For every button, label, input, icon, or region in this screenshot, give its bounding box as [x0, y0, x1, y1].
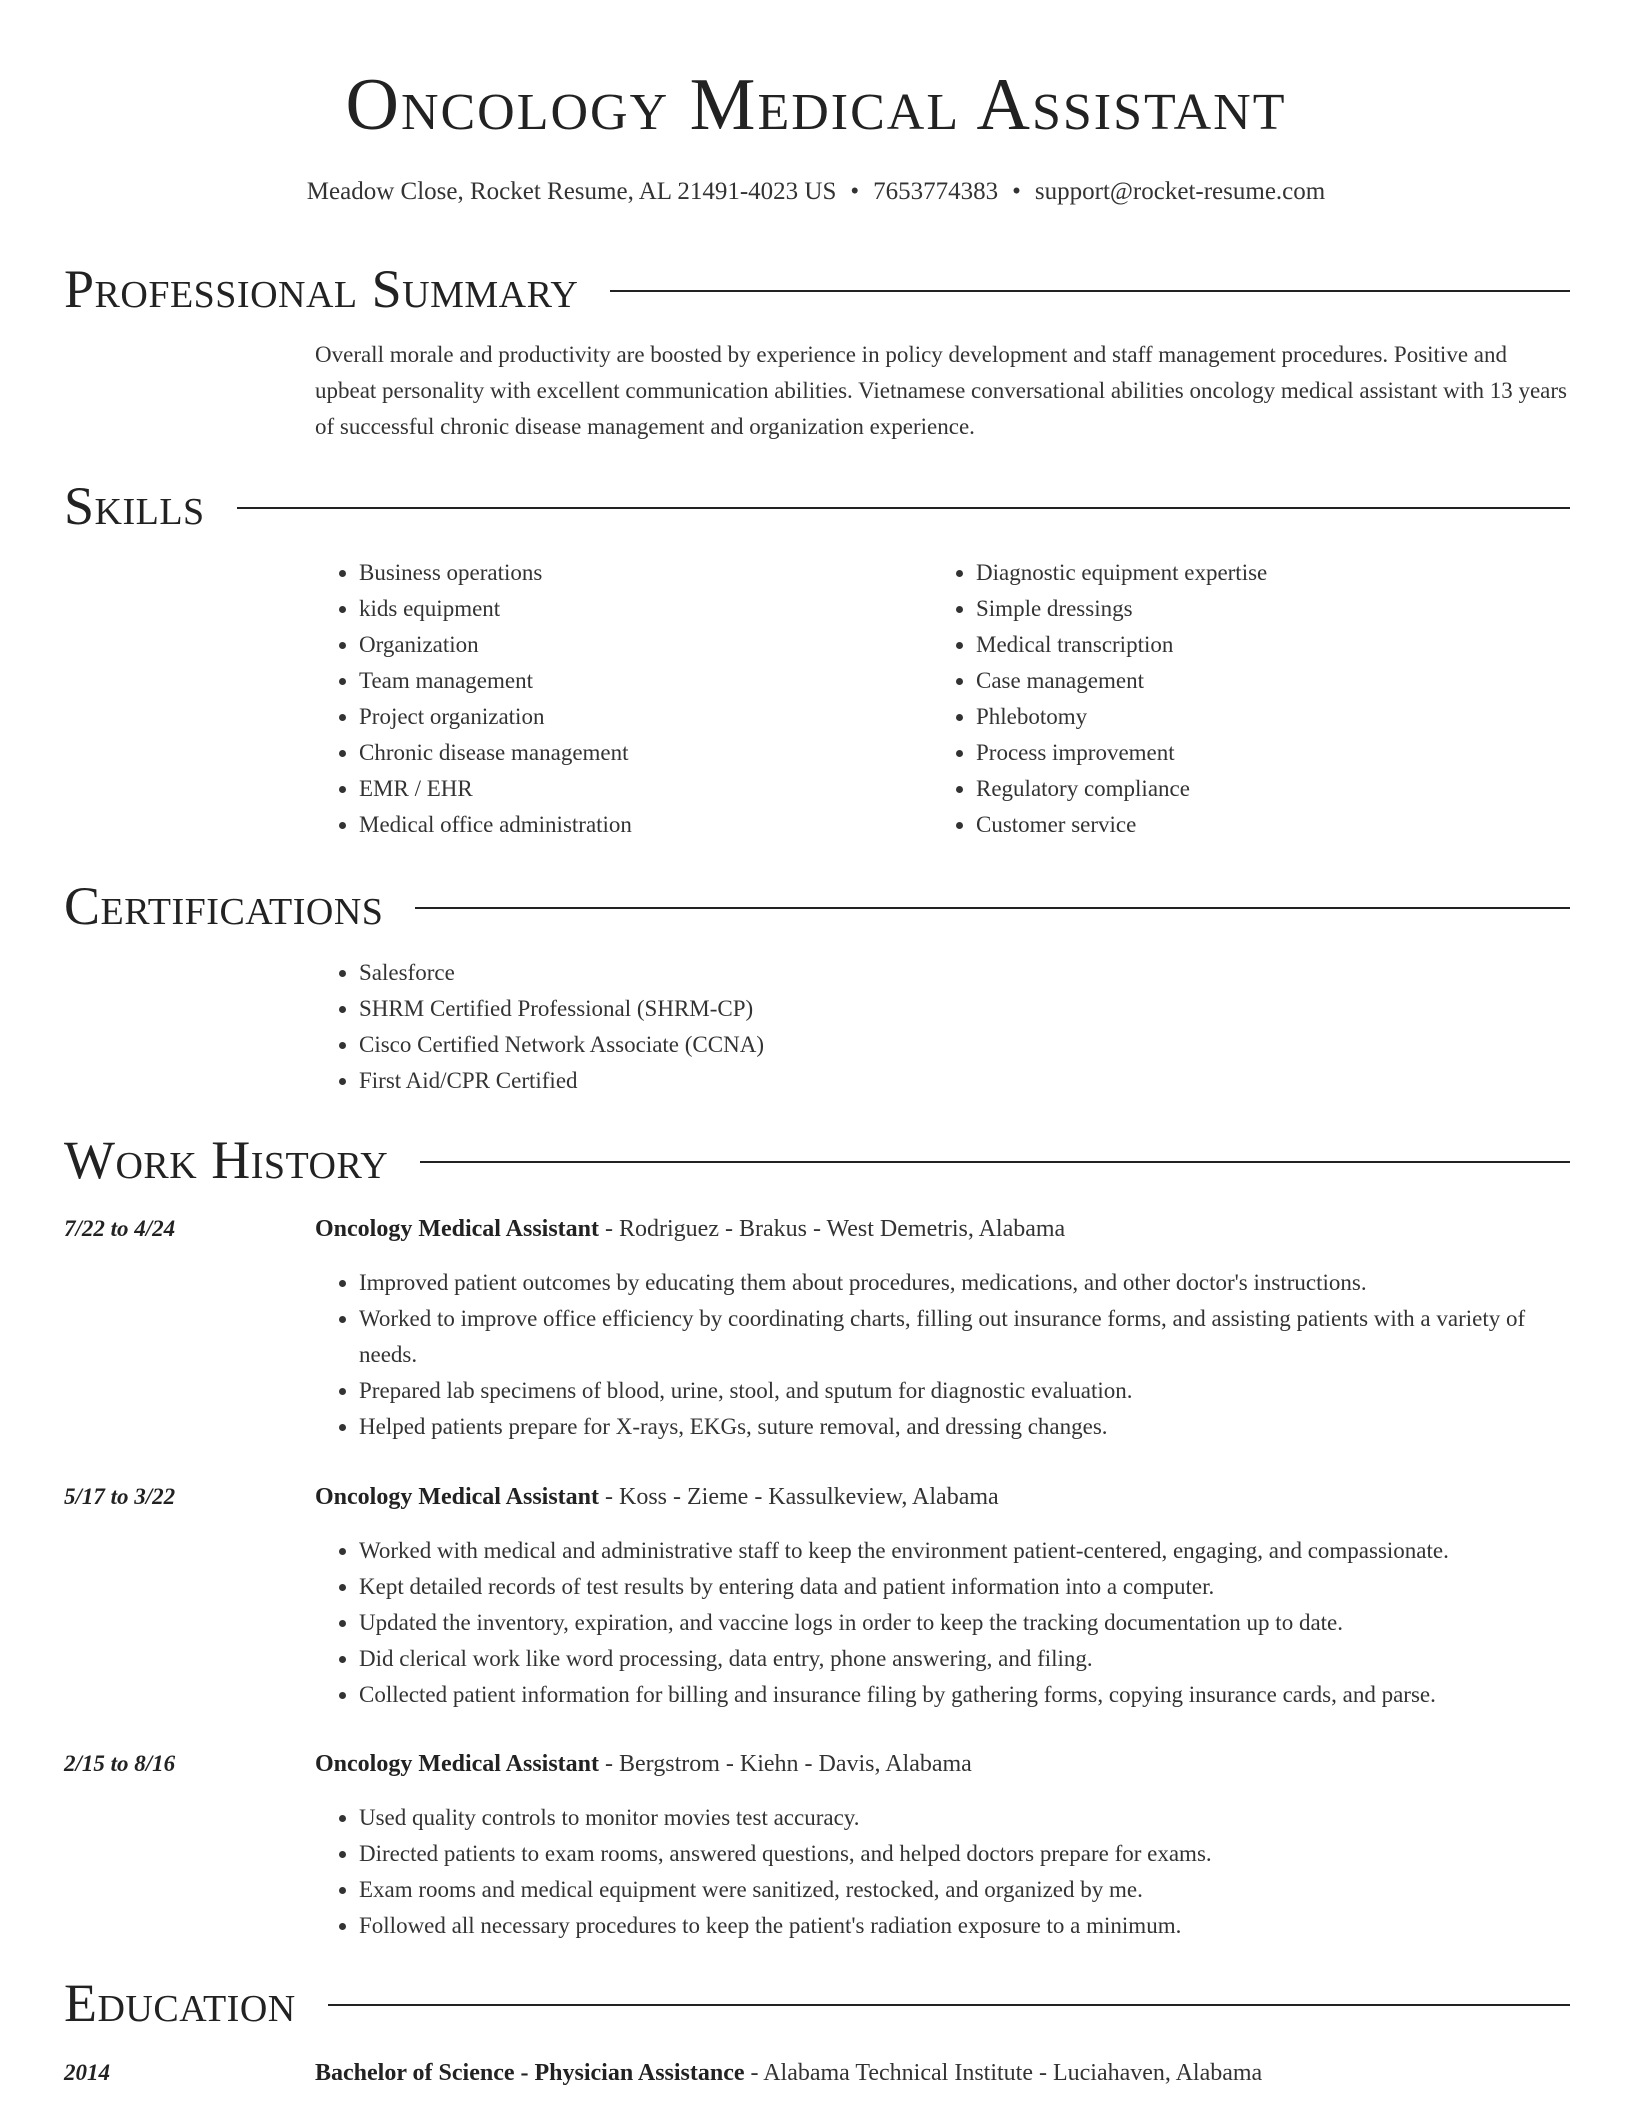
job-bullet: • Worked to improve office efficiency by coordinating charts, filling out insurance forms, and assisting patients with a variety of needs. — [359, 1301, 1570, 1373]
section-divider — [328, 2004, 1570, 2006]
education-year: 2014 — [64, 2060, 110, 2085]
education-section-header — [64, 1972, 1570, 2034]
email: support@rocket-resume.com — [1034, 178, 1326, 205]
certifications-list — [315, 955, 1315, 1099]
job-bullet: • Updated the inventory, expiration, and vaccine logs in order to keep the tracking documentation up to date. — [359, 1605, 1570, 1641]
skill-item: • Team management — [359, 663, 915, 699]
education-school: - Alabama Technical Institute - Luciahaven, Alabama — [744, 2060, 1263, 2086]
certification-item: • Cisco Certified Network Associate (CCNA) — [359, 1027, 1315, 1063]
summary-text: Overall morale and productivity are boosted by experience in policy development and staff management procedures. Positive and upbeat personality with excellent communication abilities. Vietnamese conversational abilities oncology medical assistant with 13 years of successful chronic disease management and organization experience. — [315, 342, 1567, 439]
section-divider — [237, 507, 1570, 509]
job-bullets — [315, 1533, 1570, 1713]
skill-item: • Business operations — [359, 555, 915, 591]
job-employer: - Bergstrom - Kiehn - Davis, Alabama — [599, 1751, 972, 1777]
job-employer: - Koss - Zieme - Kassulkeview, Alabama — [599, 1484, 999, 1510]
skill-item: • kids equipment — [359, 591, 915, 627]
separator-dot: • — [1012, 178, 1021, 205]
job-bullet: • Did clerical work like word processing, data entry, phone answering, and filing. — [359, 1641, 1570, 1677]
address: Meadow Close, Rocket Resume, AL 21491-4023 US — [306, 178, 837, 205]
skill-item: • Organization — [359, 627, 915, 663]
job-bullet: • Followed all necessary procedures to keep the patient's radiation exposure to a minimum. — [359, 1908, 1570, 1944]
job-bullet: • Kept detailed records of test results by entering data and patient information into a computer. — [359, 1569, 1570, 1605]
job-bullet: • Improved patient outcomes by educating them about procedures, medications, and other doctor's instructions. — [359, 1265, 1570, 1301]
skill-item: • Customer service — [976, 807, 1552, 843]
education-heading — [315, 2055, 1262, 2091]
job-heading — [315, 1746, 972, 1782]
certifications-section-header — [64, 875, 1570, 937]
job-dates: 7/22 to 4/24 — [64, 1216, 176, 1241]
skill-item: • EMR / EHR — [359, 771, 915, 807]
job-title: Oncology Medical Assistant — [315, 1484, 600, 1510]
phone: 7653774383 — [873, 178, 999, 205]
section-divider — [415, 907, 1570, 909]
skills-column-right — [932, 555, 1552, 843]
job-bullet: • Prepared lab specimens of blood, urine, stool, and sputum for diagnostic evaluation. — [359, 1373, 1570, 1409]
candidate-name: Oncology Medical Assistant — [345, 64, 1287, 146]
job-bullet: • Helped patients prepare for X-rays, EKGs, suture removal, and dressing changes. — [359, 1409, 1570, 1445]
work-history-section-header — [64, 1129, 1570, 1191]
job-dates: 2/15 to 8/16 — [64, 1751, 176, 1776]
skills-section-header — [64, 475, 1570, 537]
skill-item: • Chronic disease management — [359, 735, 915, 771]
job-bullets — [315, 1265, 1570, 1445]
education-degree: Bachelor of Science - Physician Assistance — [315, 2060, 745, 2086]
skill-item: • Regulatory compliance — [976, 771, 1552, 807]
job-bullets — [315, 1800, 1570, 1944]
skill-item: • Case management — [976, 663, 1552, 699]
summary-section-header — [64, 258, 1570, 320]
job-title: Oncology Medical Assistant — [315, 1216, 600, 1242]
skill-item: • Project organization — [359, 699, 915, 735]
skill-item: • Simple dressings — [976, 591, 1552, 627]
job-heading — [315, 1479, 999, 1515]
section-title: Education — [64, 1973, 296, 2033]
job-bullet: • Exam rooms and medical equipment were sanitized, restocked, and organized by me. — [359, 1872, 1570, 1908]
contact-line — [0, 175, 1632, 209]
section-title: Work History — [64, 1130, 389, 1190]
job-bullet: • Collected patient information for billing and insurance filing by gathering forms, copying insurance cards, and parse. — [359, 1677, 1570, 1713]
skill-item: • Process improvement — [976, 735, 1552, 771]
job-title: Oncology Medical Assistant — [315, 1751, 600, 1777]
section-divider — [610, 290, 1570, 292]
skills-column-left — [315, 555, 915, 843]
skill-item: • Medical office administration — [359, 807, 915, 843]
job-heading — [315, 1211, 1065, 1247]
certification-item: • SHRM Certified Professional (SHRM-CP) — [359, 991, 1315, 1027]
section-title: Skills — [64, 476, 205, 536]
separator-dot: • — [850, 178, 860, 205]
job-dates: 5/17 to 3/22 — [64, 1484, 176, 1509]
job-bullet: • Directed patients to exam rooms, answered questions, and helped doctors prepare for exams. — [359, 1836, 1570, 1872]
section-divider — [420, 1161, 1570, 1163]
job-employer: - Rodriguez - Brakus - West Demetris, Alabama — [599, 1216, 1066, 1242]
section-title: Certifications — [64, 876, 384, 936]
job-bullet: • Worked with medical and administrative staff to keep the environment patient-centered, engaging, and compassionate. — [359, 1533, 1570, 1569]
skill-item: • Diagnostic equipment expertise — [976, 555, 1552, 591]
skill-item: • Phlebotomy — [976, 699, 1552, 735]
certification-item: • First Aid/CPR Certified — [359, 1063, 1315, 1099]
job-bullet: • Used quality controls to monitor movies test accuracy. — [359, 1800, 1570, 1836]
section-title: Professional Summary — [64, 259, 579, 319]
certification-item: • Salesforce — [359, 955, 1315, 991]
skill-item: • Medical transcription — [976, 627, 1552, 663]
